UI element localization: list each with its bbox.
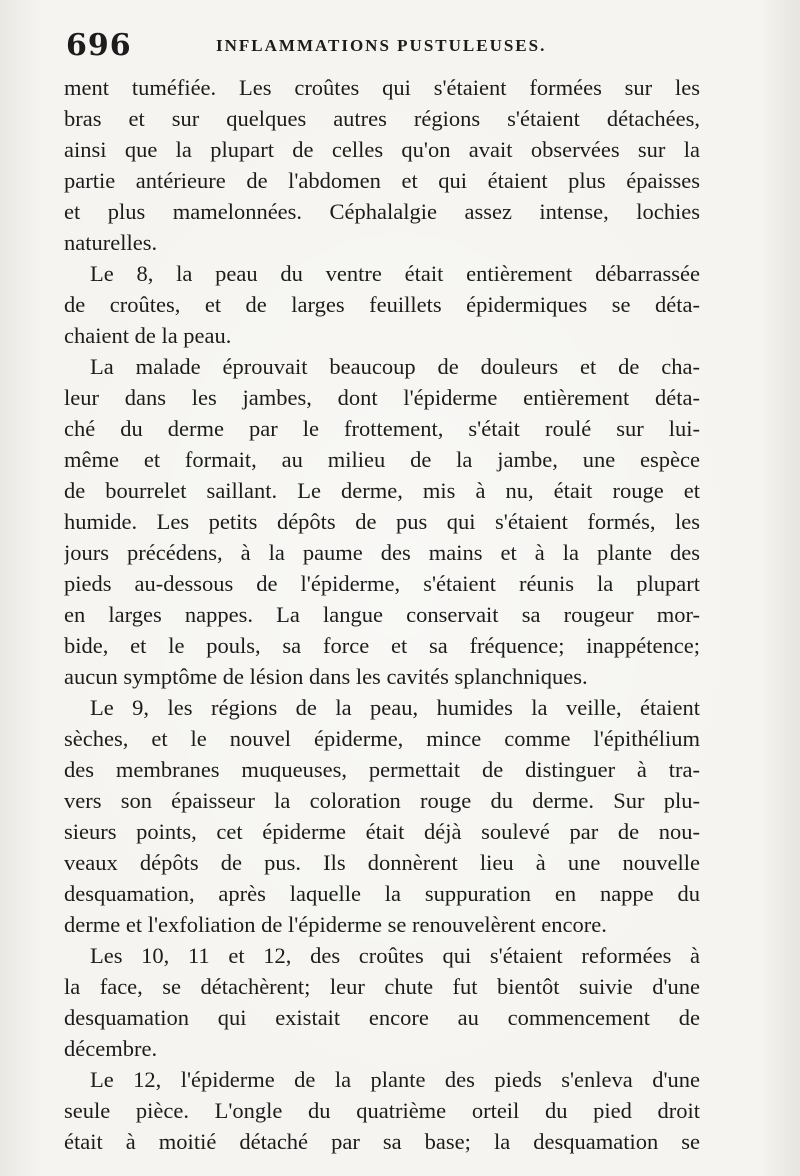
page-number: 696 — [66, 28, 132, 63]
body-text — [64, 72, 700, 1157]
text-line: Les 10, 11 et 12, des croûtes qui s'étaient reformées à — [90, 943, 700, 968]
page-header — [66, 24, 716, 68]
text-line: vers son épaisseur la coloration rouge du derme. Sur plu- — [64, 788, 700, 813]
text-line: partie antérieure de l'abdomen et qui étaient plus épaisses — [64, 168, 700, 193]
text-line: sieurs points, cet épiderme était déjà soulevé par de nou- — [64, 819, 700, 844]
text-line: bras et sur quelques autres régions s'étaient détachées, — [64, 106, 700, 131]
text-line: décembre. — [64, 1036, 158, 1061]
text-line: humide. Les petits dépôts de pus qui s'étaient formés, les — [64, 509, 700, 534]
text-line: naturelles. — [64, 230, 158, 255]
text-line: La malade éprouvait beaucoup de douleurs et de cha- — [90, 354, 700, 379]
text-line: ché du derme par le frottement, s'était roulé sur lui- — [64, 416, 700, 441]
text-line: de bourrelet saillant. Le derme, mis à nu, était rouge et — [64, 478, 700, 503]
text-line: aucun symptôme de lésion dans les cavités splanchniques. — [64, 664, 588, 689]
text-line: derme et l'exfoliation de l'épiderme se renouvelèrent encore. — [64, 912, 607, 937]
text-line: Le 9, les régions de la peau, humides la veille, étaient — [90, 695, 700, 720]
text-line: pieds au-dessous de l'épiderme, s'étaient réunis la plupart — [64, 571, 700, 596]
text-line: en larges nappes. La langue conservait sa rougeur mor- — [64, 602, 700, 627]
text-line: et plus mamelonnées. Céphalalgie assez intense, lochies — [64, 199, 700, 224]
running-title: INFLAMMATIONS PUSTULEUSES. — [216, 36, 547, 55]
text-line: desquamation, après laquelle la suppuration en nappe du — [64, 881, 700, 906]
text-line: ainsi que la plupart de celles qu'on avait observées sur la — [64, 137, 700, 162]
text-line: Le 12, l'épiderme de la plante des pieds s'enleva d'une — [90, 1067, 700, 1092]
text-line: veaux dépôts de pus. Ils donnèrent lieu à une nouvelle — [64, 850, 700, 875]
text-line: seule pièce. L'ongle du quatrième orteil du pied droit — [64, 1098, 700, 1123]
text-line: des membranes muqueuses, permettait de distinguer à tra- — [64, 757, 700, 782]
text-line: leur dans les jambes, dont l'épiderme entièrement déta- — [64, 385, 700, 410]
text-line: de croûtes, et de larges feuillets épidermiques se déta- — [64, 292, 700, 317]
text-line: bide, et le pouls, sa force et sa fréquence; inappétence; — [64, 633, 700, 658]
text-line: Le 8, la peau du ventre était entièrement débarrassée — [90, 261, 700, 286]
text-line: chaient de la peau. — [64, 323, 232, 348]
text-line: sèches, et le nouvel épiderme, mince comme l'épithélium — [64, 726, 700, 751]
text-line: ment tuméfiée. Les croûtes qui s'étaient formées sur les — [64, 75, 700, 100]
text-line: jours précédens, à la paume des mains et à la plante des — [64, 540, 700, 565]
text-line: était à moitié détaché par sa base; la desquamation se — [64, 1129, 700, 1154]
text-line: desquamation qui existait encore au commencement de — [64, 1005, 700, 1030]
text-line: même et formait, au milieu de la jambe, une espèce — [64, 447, 700, 472]
text-line: la face, se détachèrent; leur chute fut bientôt suivie d'une — [64, 974, 700, 999]
